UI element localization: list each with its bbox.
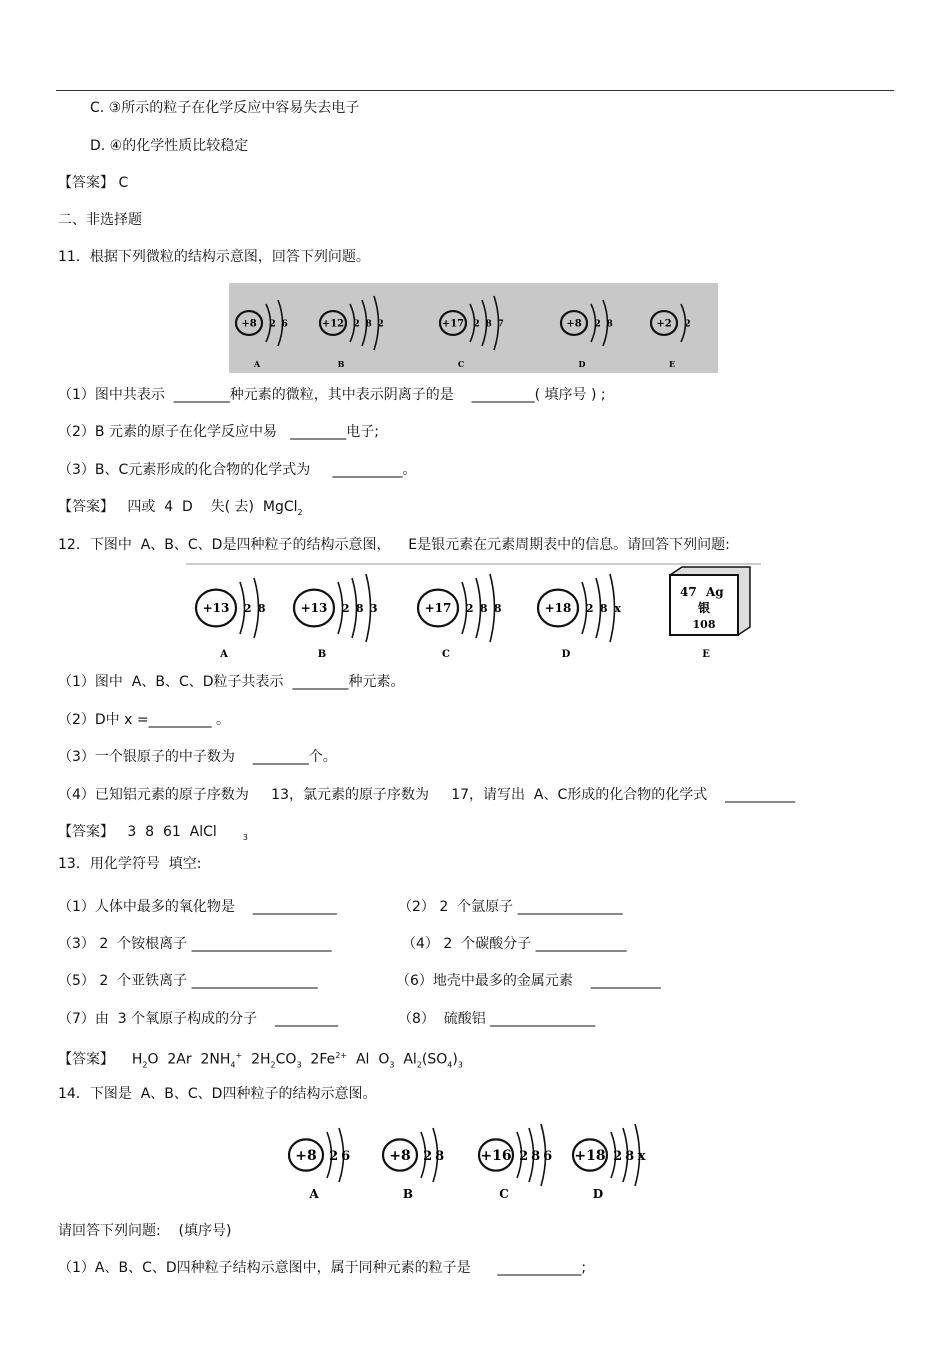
atom-label: C: [499, 1187, 509, 1201]
shell-electron-count: 8: [485, 319, 492, 330]
q12-atom-A: [196, 578, 266, 660]
q12-atom-B: [294, 574, 378, 660]
atom-label: A: [253, 359, 261, 369]
shell-electron-count: 8: [257, 602, 266, 616]
nucleus-charge: +17: [441, 318, 465, 330]
q13-part4: （4） 2 个碳酸分子 _____________: [402, 936, 627, 952]
nucleus-charge: +18: [544, 601, 572, 616]
nucleus-charge: +12: [321, 318, 345, 330]
atomic-mass: 108: [692, 618, 716, 631]
q14-part1: （1）A、B、C、D四种粒子结构示意图中，属于同种元素的粒子是 ____________;: [58, 1260, 587, 1276]
shell-electron-count: 8: [435, 1148, 445, 1164]
header-rule: [56, 90, 894, 91]
question-12: 12．下图中 A、B、C、D是四种粒子的结构示意图， E是银元素在元素周期表中的信息。请回答下列问题:: [58, 537, 730, 553]
shell-electron-count: 2: [613, 1148, 623, 1164]
shell-electron-count: 2: [473, 319, 480, 330]
answer-13: 【答案】 $H_2O$ 2Ar $2NH_4^+$ $2H_2CO_3$ $2Fe^{2+}$ Al $O_3$ $Al_2(SO_4)_3$: [58, 1051, 463, 1070]
q14-prompt: 请回答下列问题: (填序号): [58, 1223, 232, 1239]
shell-electron-count: 2: [594, 319, 601, 330]
shell-electron-count: 8: [625, 1148, 635, 1164]
q14-atom-A: [289, 1128, 350, 1201]
q14-atom-C: [479, 1124, 552, 1201]
nucleus-charge: +8: [241, 318, 257, 330]
figure-q12: [186, 563, 761, 663]
element-symbol: Ag: [706, 585, 724, 599]
shell-electron-count: 8: [531, 1148, 541, 1164]
q12-part4: （4）已知铝元素的原子序数为 13，氯元素的原子序数为 17，请写出 A、C形成的化合物的化学式 __________: [58, 787, 796, 803]
shell-electron-count: 2: [465, 602, 474, 616]
answer-12: 【答案】 3 8 61 AlCl $_3$: [58, 824, 248, 842]
shell-electron-count: 2: [329, 1148, 339, 1164]
shell-electron-count: 2: [423, 1148, 433, 1164]
nucleus-charge: +18: [574, 1147, 606, 1164]
q14-atom-D: [573, 1124, 646, 1201]
shell-electron-count: 8: [479, 602, 488, 616]
shell-electron-count: 8: [606, 319, 613, 330]
q12-part1: （1）图中 A、B、C、D粒子共表示 ________种元素。: [58, 674, 405, 690]
shell-electron-count: x: [614, 602, 621, 616]
figure-q11: [229, 283, 718, 373]
shell-electron-count: 2: [684, 319, 691, 330]
shell-electron-count: 2: [585, 602, 594, 616]
nucleus-charge: +13: [300, 601, 328, 616]
nucleus-charge: +8: [389, 1147, 411, 1164]
nucleus-charge: +17: [424, 601, 452, 616]
question-11: 11．根据下列微粒的结构示意图，回答下列问题。: [58, 249, 370, 265]
q12-part2: （2）D中 x =_________ 。: [58, 712, 231, 728]
atom-label: A: [309, 1187, 319, 1201]
q11-part2: （2）B 元素的原子在化学反应中易 ________电子;: [58, 424, 380, 440]
section-heading: 二、非选择题: [58, 212, 142, 228]
q12-atom-D: [538, 574, 621, 660]
nucleus-charge: +13: [202, 601, 230, 616]
figure-q14: [284, 1110, 660, 1205]
atom-label: C: [457, 359, 465, 369]
shell-electron-count: 6: [281, 319, 288, 330]
question-14: 14．下图是 A、B、C、D四种粒子的结构示意图。: [58, 1086, 377, 1102]
q11-part1: （1）图中共表示 ________种元素的微粒，其中表示阴离子的是 _________( 填序号 ) ;: [58, 387, 606, 403]
shell-electron-count: 8: [599, 602, 608, 616]
shell-electron-count: 2: [269, 319, 276, 330]
answer-11: 【答案】 四或 4 D 失( 去) MgCl$_2$: [58, 499, 303, 517]
option-d: D. ④的化学性质比较稳定: [90, 138, 249, 154]
shell-electron-count: 8: [493, 602, 502, 616]
nucleus-charge: +16: [480, 1147, 512, 1164]
atom-label: B: [317, 649, 327, 660]
atom-label: E: [702, 649, 710, 660]
q13-part5: （5） 2 个亚铁离子 __________________: [58, 973, 318, 989]
shell-electron-count: 8: [355, 602, 364, 616]
question-13: 13．用化学符号 填空:: [58, 856, 202, 872]
option-c: C. ③所示的粒子在化学反应中容易失去电子: [90, 100, 360, 116]
q13-part8: （8） 硫酸铝 _______________: [398, 1011, 596, 1027]
shell-electron-count: 2: [243, 602, 252, 616]
shell-electron-count: 6: [341, 1148, 351, 1164]
nucleus-charge: +2: [656, 318, 672, 330]
q13-part2: （2） 2 个氩原子 _______________: [398, 899, 623, 915]
shell-electron-count: 8: [365, 319, 372, 330]
atom-label: D: [592, 1187, 604, 1201]
shell-electron-count: 2: [341, 602, 350, 616]
shell-electron-count: 2: [377, 319, 384, 330]
atom-label: C: [442, 649, 450, 660]
shell-electron-count: 2: [519, 1148, 529, 1164]
atom-label: D: [561, 649, 571, 660]
shell-electron-count: 6: [543, 1148, 553, 1164]
atom-label: B: [402, 1187, 414, 1201]
q12-atom-C: [418, 574, 502, 660]
atom-label: B: [337, 359, 345, 369]
shell-electron-count: 2: [353, 319, 360, 330]
q14-atom-B: [383, 1128, 444, 1201]
nucleus-charge: +8: [566, 318, 582, 330]
answer-10: 【答案】 C: [58, 175, 129, 191]
q13-part3: （3） 2 个铵根离子 ____________________: [58, 936, 332, 952]
q11-part3: （3）B、C元素形成的化合物的化学式为 __________。: [58, 462, 417, 478]
atom-label: E: [668, 359, 676, 369]
nucleus-charge: +8: [295, 1147, 317, 1164]
q12-part3: （3）一个银原子的中子数为 ________个。: [58, 749, 337, 765]
element-name: 银: [697, 601, 711, 615]
q13-part6: （6）地壳中最多的金属元素 __________: [396, 973, 661, 989]
atom-label: D: [578, 359, 586, 369]
shell-electron-count: 3: [369, 602, 378, 616]
element-card-silver: [670, 567, 750, 660]
atomic-number: 47: [680, 585, 697, 599]
q13-part1: （1）人体中最多的氧化物是 ____________: [58, 899, 337, 915]
shell-electron-count: x: [637, 1148, 646, 1164]
q13-part7: （7）由 3 个氧原子构成的分子 _________: [58, 1011, 338, 1027]
atom-label: A: [220, 649, 228, 660]
shell-electron-count: 7: [497, 319, 504, 330]
